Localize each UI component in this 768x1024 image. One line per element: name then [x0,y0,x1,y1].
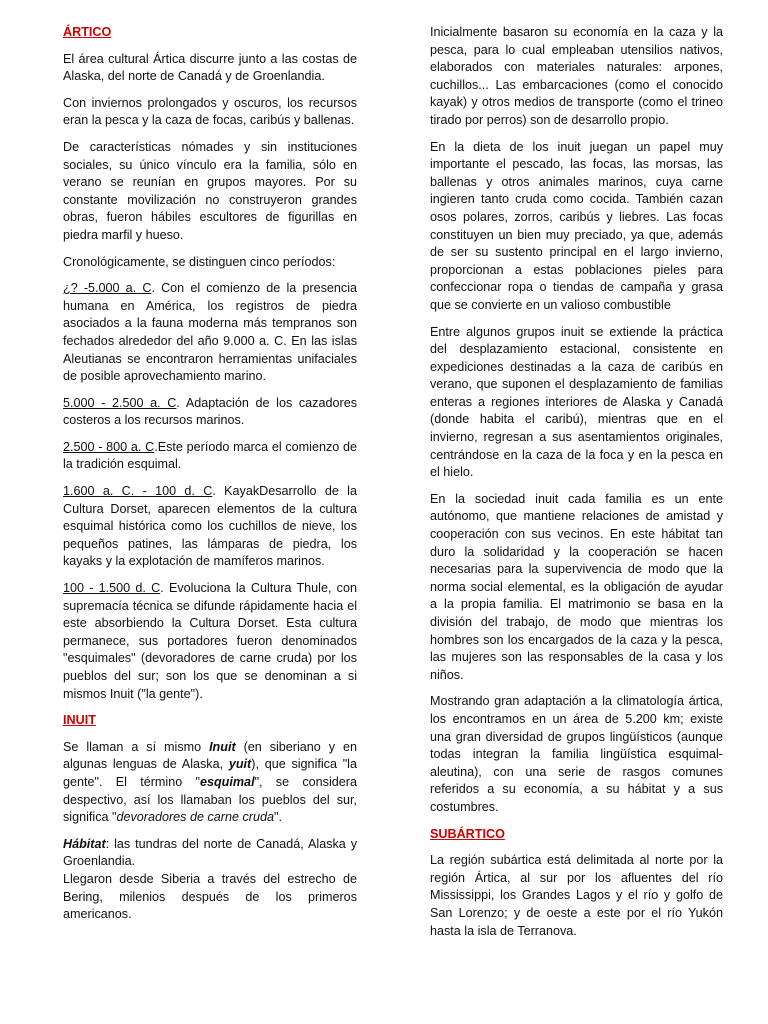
period-item [63,439,357,474]
period-text: . Evoluciona la Cultura Thule, con supremacía técnica se difunde rápidamente hacia el este absorbiendo la Cultura Dorset. Esta cultura permanece, sus portadores fueron denominados "esquimales" (devoradores de carne cruda) por los pueblos del sur; son los que se denominan a si mismos Inuit ("la gente"). [63,581,357,701]
paragraph: Entre algunos grupos inuit se extiende la práctica del desplazamiento estacional, consistente en expediciones destinadas a la caza de caribús en verano, que suponen el desplazamiento de familias enteras a regiones interiores de Alaska y Canadá (donde habita el caribú), mientras que en el invierno, regresan a sus asentamientos originales, centrándose en la caza de la foca y en la pesca en el hielo. [430,324,723,480]
paragraph: Llegaron desde Siberia a través del estrecho de Bering, milenios después de los primeros americanos. [63,871,357,922]
section-heading-inuit: INUIT [63,713,96,728]
inuit-paragraph [63,739,357,827]
period-text: . Con el comienzo de la presencia humana en América, los registros de piedra asociados a la fauna moderna más tempranos son fechados alrededor del año 9.000 a. C. En las islas Aleutianas se encontraron herramientas unifaciales de posible aprovechamiento marino. [63,281,357,384]
paragraph: Mostrando gran adaptación a la climatología ártica, los encontramos en un área de 5.200 km; existe una gran diversidad de grupos lingüísticos (aunque todas integran la familia lingüística esquimal-aleutina), con una serie de rasgos comunes referidos a su economía, a su hábitat y a sus costumbres. [430,694,723,814]
paragraph: El área cultural Ártica discurre junto a las costas de Alaska, del norte de Canadá y de Groenlandia. [63,51,357,84]
right-column [430,24,723,949]
left-column [63,24,357,933]
paragraph: Cronológicamente, se distinguen cinco períodos: [63,254,336,269]
period-date: ¿? -5.000 a. C [63,281,152,296]
paragraph: En la dieta de los inuit juegan un papel muy importante el pescado, las focas, las morsas, las ballenas y otros animales marinos, cuya carne ingieren tanto cruda como cocida. También cazan osos polares, zorros, caribús y liebres. Las focas constituyen un bien muy preciado, ya que, además de ser su sustento principal en el largo invierno, proporcionan a estas poblaciones pieles para confeccionar ropa o tiendas de campaña y grasa que se convierte en un valioso combustible [430,139,723,312]
period-date: 1.600 a. C. - 100 d. C [63,484,213,499]
period-item [63,580,357,703]
section-heading-artico: ÁRTICO [63,25,112,39]
habitat-paragraph [63,836,357,871]
period-date: 100 - 1.500 d. C [63,581,161,596]
period-date: 5.000 - 2.500 a. C [63,395,177,410]
habitat-label: Hábitat [63,836,106,851]
period-text: . Adaptación de los cazadores costeros a los recursos marinos. [63,395,357,428]
text-run: ". [274,810,282,825]
period-text: .Este período marca el comienzo de la tradición esquimal. [63,439,357,472]
paragraph: En la sociedad inuit cada familia es un ente autónomo, que mantiene relaciones de amistad y cooperación con sus vecinos. En este hábitat tan duro la solidaridad y la cooperación se hacen necesarias para la supervivencia de modo que la norma social elemental, es la obligación de ayudar a la propia familia. El matrimonio se basa en la división del trabajo, de modo que mientras los hombres son los encargados de la caza y la pesca, las mujeres son las responsables de la casa y los niños. [430,491,723,682]
text-run: Inuit [209,739,236,754]
text-run: Se llaman a sí mismo [63,739,210,754]
paragraph: La región subártica está delimitada al norte por la región Ártica, al sur por los afluentes del río Mississippi, los Grandes Lagos y el río y golfo de San Lorenzo; y de oeste a este por el río Yukón hasta la isla de Terranova. [430,853,723,938]
period-item [63,395,357,430]
section-heading-subartico: SUBÁRTICO [430,826,505,841]
text-run: ", se considera despectivo, así los llamaban los pueblos del sur, significa " [63,774,357,825]
paragraph: Inicialmente basaron su economía en la caza y la pesca, para lo cual empleaban utensilios nativos, elaborados con materiales naturales: arpones, cuchillos... Las embarcaciones (como el conocido kayak) y otros medios de transporte (como el trineo tirado por perros) son de desarrollo propio. [430,25,723,127]
habitat-text: : las tundras del norte de Canadá, Alaska y Groenlandia. [63,836,357,869]
paragraph: Con inviernos prolongados y oscuros, los recursos eran la pesca y la caza de focas, caribús y ballenas. [63,95,357,128]
period-item [63,483,357,571]
period-text: . KayakDesarrollo de la Cultura Dorset, aparecen elementos de la cultura esquimal histórica como los cuchillos de nieve, los pequeños patines, las lámparas de piedra, los kayaks y la explotación de mamíferos marinos. [63,484,357,569]
text-run: (en siberiano y en algunas lenguas de Alaska, [63,739,357,772]
text-run: esquimal [199,774,255,789]
text-run: devoradores de carne cruda [116,810,274,825]
period-date: 2.500 - 800 a. C [63,439,155,454]
period-item [63,280,357,386]
paragraph: De características nómades y sin instituciones sociales, su único vínculo era la familia, sólo en verano se reunían en grupos mayores. Por su constante movilización no construyeron grandes obras, fueron hábiles escultores de figurillas en piedra marfil y hueso. [63,139,357,242]
text-run: ), que significa "la gente". El término " [63,757,357,789]
text-run: yuit [228,757,252,772]
